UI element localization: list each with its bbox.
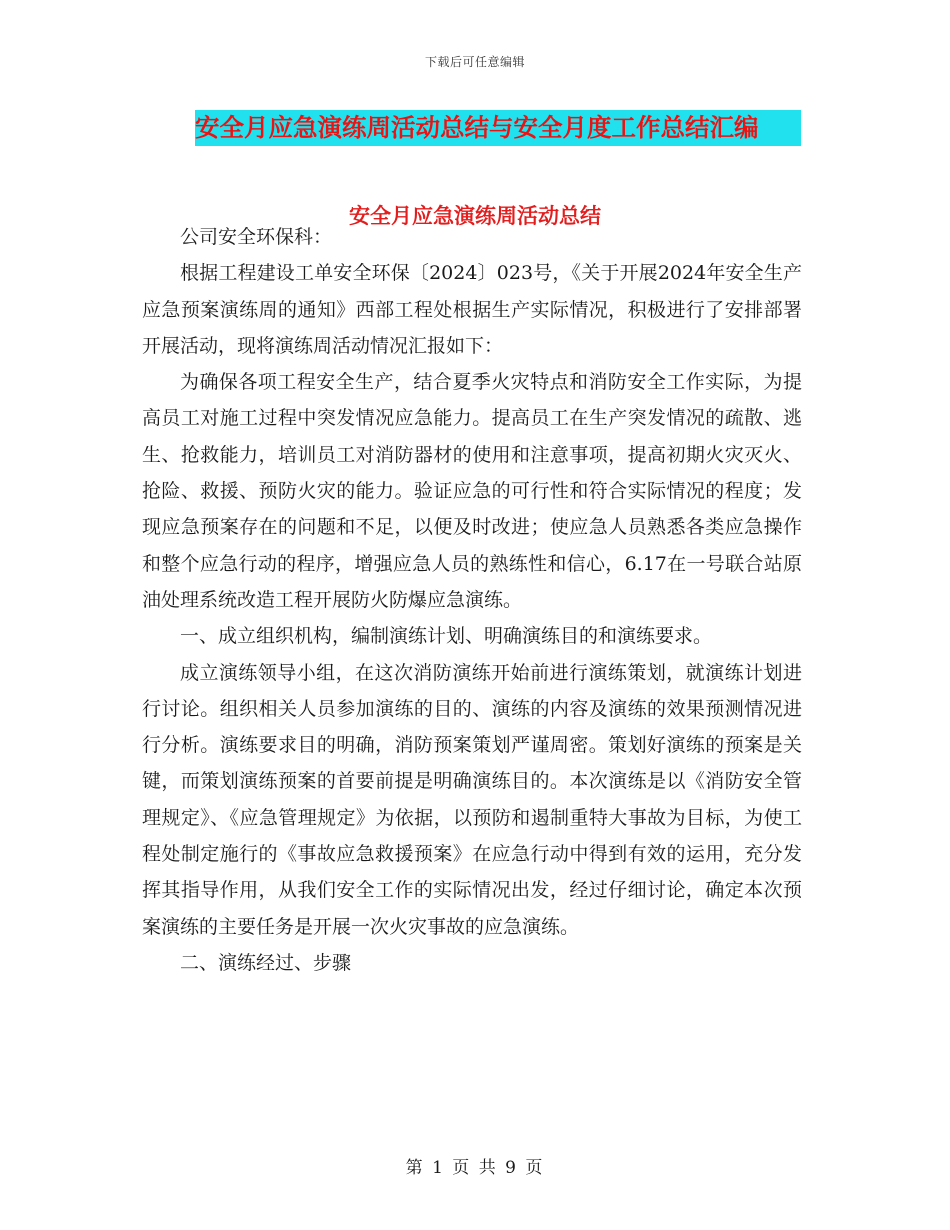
main-title-highlight (195, 110, 801, 146)
sub-title: 安全月应急演练周活动总结 (349, 204, 601, 228)
salutation-paragraph: 公司安全环保科： (180, 226, 333, 248)
body-paragraph: 根据工程建设工单安全环保〔2024〕023号，《关于开展2024年安全生产应急预案演练周的通知》西部工程处根据生产实际情况，积极进行了安排部署开展活动，现将演练周活动情况汇报如下： (142, 262, 802, 357)
page-footer: 第 1 页 共 9 页 (405, 1158, 545, 1178)
main-title: 安全月应急演练周活动总结与安全月度工作总结汇编 (195, 113, 759, 142)
body-paragraph: 成立演练领导小组，在这次消防演练开始前进行演练策划，就演练计划进行讨论。组织相关人员参加演练的目的、演练的内容及演练的效果预测情况进行分析。演练要求目的明确，消防预案策划严谨周密。策划好演练的预案是关键，而策划演练预案的首要前提是明确演练目的。本次演练是以《消防安全管理规定》、《应急管理规定》为依据，以预防和遏制重特大事故为目标，为使工程处制定施行的《事故应急救援预案》在应急行动中得到有效的运用，充分发挥其指导作用，从我们安全工作的实际情况出发，经过仔细讨论，确定本次预案演练的主要任务是开展一次火灾事故的应急演练。 (142, 661, 802, 938)
section-heading-1: 一、成立组织机构，编制演练计划、明确演练目的和演练要求。 (180, 625, 713, 648)
body-paragraph: 为确保各项工程安全生产，结合夏季火灾特点和消防安全工作实际，为提高员工对施工过程中突发情况应急能力。提高员工在生产突发情况的疏散、逃生、抢救能力，培训员工对消防器材的使用和注意事项，提高初期火灾灭火、抢险、救援、预防火灾的能力。验证应急的可行性和符合实际情况的程度；发现应急预案存在的问题和不足，以便及时改进；使应急人员熟悉各类应急操作和整个应急行动的程序，增强应急人员的熟练性和信心，6.17在一号联合站原油处理系统改造工程开展防火防爆应急演练。 (142, 371, 802, 611)
document-body (142, 219, 802, 981)
section-heading-2: 二、演练经过、步骤 (180, 951, 352, 974)
header-note: 下载后可任意编辑 (424, 55, 525, 69)
